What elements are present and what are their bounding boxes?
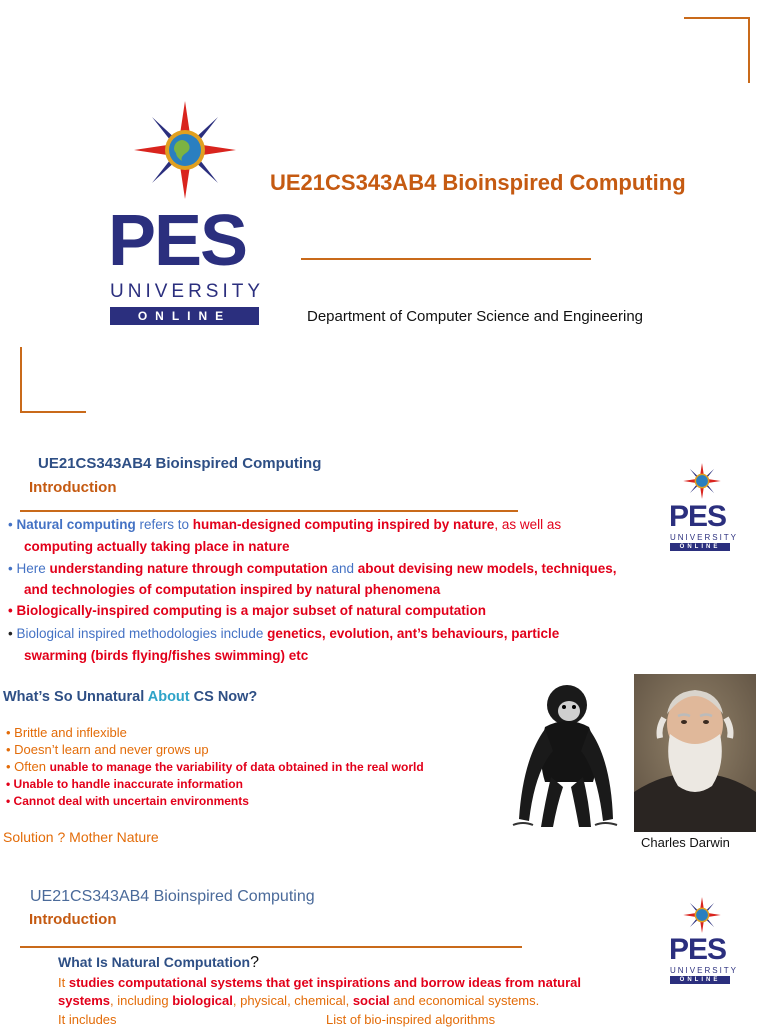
bullet-methodologies: • Biological inspired methodologies include genetics, evolution, ant’s behaviours, particle [8, 626, 560, 641]
slide3-title-rule [20, 946, 522, 948]
slide2-compass-icon [683, 463, 721, 499]
natural-computation-line2: systems, including biological, physical, chemical, social and economical systems. [58, 993, 540, 1008]
bullet-understanding-nature: • Here understanding nature through computation and about devising new models, techniques, [8, 561, 617, 576]
unnatural-question-heading: What’s So Unnatural About CS Now? [3, 689, 258, 705]
bullet-natural-computing: • Natural computing refers to human-designed computing inspired by nature, as well as [8, 517, 562, 532]
slide2-logo-pes: PES [669, 500, 727, 533]
logo-pes-text: PES [108, 201, 247, 281]
bullet-bio-inspired-subset: • Biologically-inspired computing is a major subset of natural computation [8, 603, 487, 618]
slide3-course-title: UE21CS343AB4 Bioinspired Computing [30, 888, 315, 905]
bullet-methodologies-cont: swarming (birds flying/fishes swimming) etc [24, 648, 309, 663]
issue-inaccurate: • Unable to handle inaccurate information [6, 777, 243, 791]
slide3-logo-online: ONLINE [670, 976, 730, 984]
slide3-subtitle: Introduction [29, 911, 117, 928]
department-name: Department of Computer Science and Engineering [307, 308, 644, 325]
issue-brittle: • Brittle and inflexible [6, 725, 127, 740]
portrait-caption: Charles Darwin [641, 835, 730, 850]
slide2-subtitle: Introduction [29, 479, 117, 496]
slide3-logo-university: UNIVERSITY [670, 966, 739, 975]
slide2-logo-university: UNIVERSITY [670, 533, 739, 542]
bullet-natural-computing-cont: computing actually taking place in nature [24, 539, 290, 554]
charles-darwin-portrait [634, 674, 756, 832]
issue-variability: • Often unable to manage the variability of data obtained in the real world [6, 759, 424, 774]
corner-frame-bottom-left [20, 347, 22, 413]
chimpanzee-illustration [505, 677, 627, 833]
corner-frame-top-right [684, 17, 750, 19]
solution-text: Solution ? Mother Nature [3, 829, 159, 845]
natural-computation-line3: It includes List of bio-inspired algorithms [58, 1012, 496, 1027]
slide2-course-title: UE21CS343AB4 Bioinspired Computing [38, 455, 322, 472]
slide3-compass-icon [683, 897, 721, 933]
slide2-title-rule [20, 510, 518, 512]
logo-university-text: UNIVERSITY [110, 281, 265, 302]
issue-doesnt-learn: • Doesn’t learn and never grows up [6, 742, 209, 757]
course-title: UE21CS343AB4 Bioinspired Computing [270, 170, 686, 195]
slide3-logo-pes: PES [669, 933, 727, 966]
title-underline [301, 258, 591, 260]
corner-frame-bottom-left-horizontal [20, 411, 86, 413]
logo-online-banner: ONLINE [110, 307, 259, 325]
slide2-logo-online: ONLINE [670, 543, 730, 551]
title-slide [0, 0, 768, 430]
natural-computation-line1: It studies computational systems that get inspirations and borrow ideas from natural [58, 975, 581, 990]
natural-computation-heading: What Is Natural Computation? [58, 954, 260, 971]
issue-uncertain: • Cannot deal with uncertain environments [6, 794, 249, 808]
bullet-understanding-nature-cont: and technologies of computation inspired by natural phenomena [24, 582, 441, 597]
corner-frame-top-right-vertical [748, 17, 750, 83]
compass-globe-icon [134, 101, 236, 199]
